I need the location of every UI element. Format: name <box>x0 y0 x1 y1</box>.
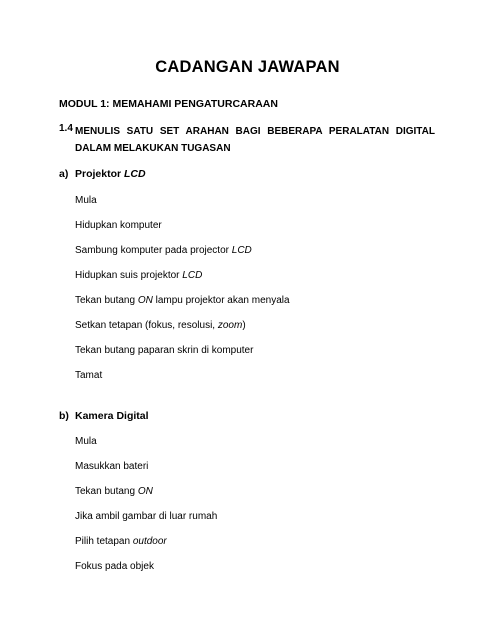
list-item: Mula <box>75 195 97 206</box>
list-item: Tekan butang ON <box>75 486 153 497</box>
list-item: Tekan butang paparan skrin di komputer <box>75 345 254 356</box>
page-title: CADANGAN JAWAPAN <box>155 58 340 76</box>
list-item: Setkan tetapan (fokus, resolusi, zoom) <box>75 320 246 331</box>
section-title-italic: LCD <box>124 168 146 180</box>
list-item: Pilih tetapan outdoor <box>75 536 167 547</box>
list-item: Tamat <box>75 370 103 381</box>
list-item: Fokus pada objek <box>75 561 154 572</box>
list-item: Hidupkan suis projektor LCD <box>75 270 203 281</box>
section-title-projector <box>75 168 146 180</box>
section-letter-a: a) <box>59 168 69 180</box>
list-item: Jika ambil gambar di luar rumah <box>75 511 218 522</box>
section-title-text: Projektor <box>75 168 125 180</box>
list-item: Hidupkan komputer <box>75 220 162 231</box>
section-title-text: Kamera Digital <box>75 410 149 422</box>
module-heading: MODUL 1: MEMAHAMI PENGATURCARAAN <box>59 98 278 110</box>
subsection-title: MENULIS SATU SET ARAHAN BAGI BEBERAPA PERALATAN DIGITAL DALAM MELAKUKAN TUGASAN <box>75 126 435 154</box>
list-item: Tekan butang ON lampu projektor akan menyala <box>75 295 290 306</box>
list-item: Mula <box>75 436 97 447</box>
list-item: Sambung komputer pada projector LCD <box>75 245 252 256</box>
section-title-camera <box>75 410 149 422</box>
section-letter-b: b) <box>59 410 69 422</box>
subsection-number: 1.4 <box>59 123 73 134</box>
list-item: Masukkan bateri <box>75 461 149 472</box>
